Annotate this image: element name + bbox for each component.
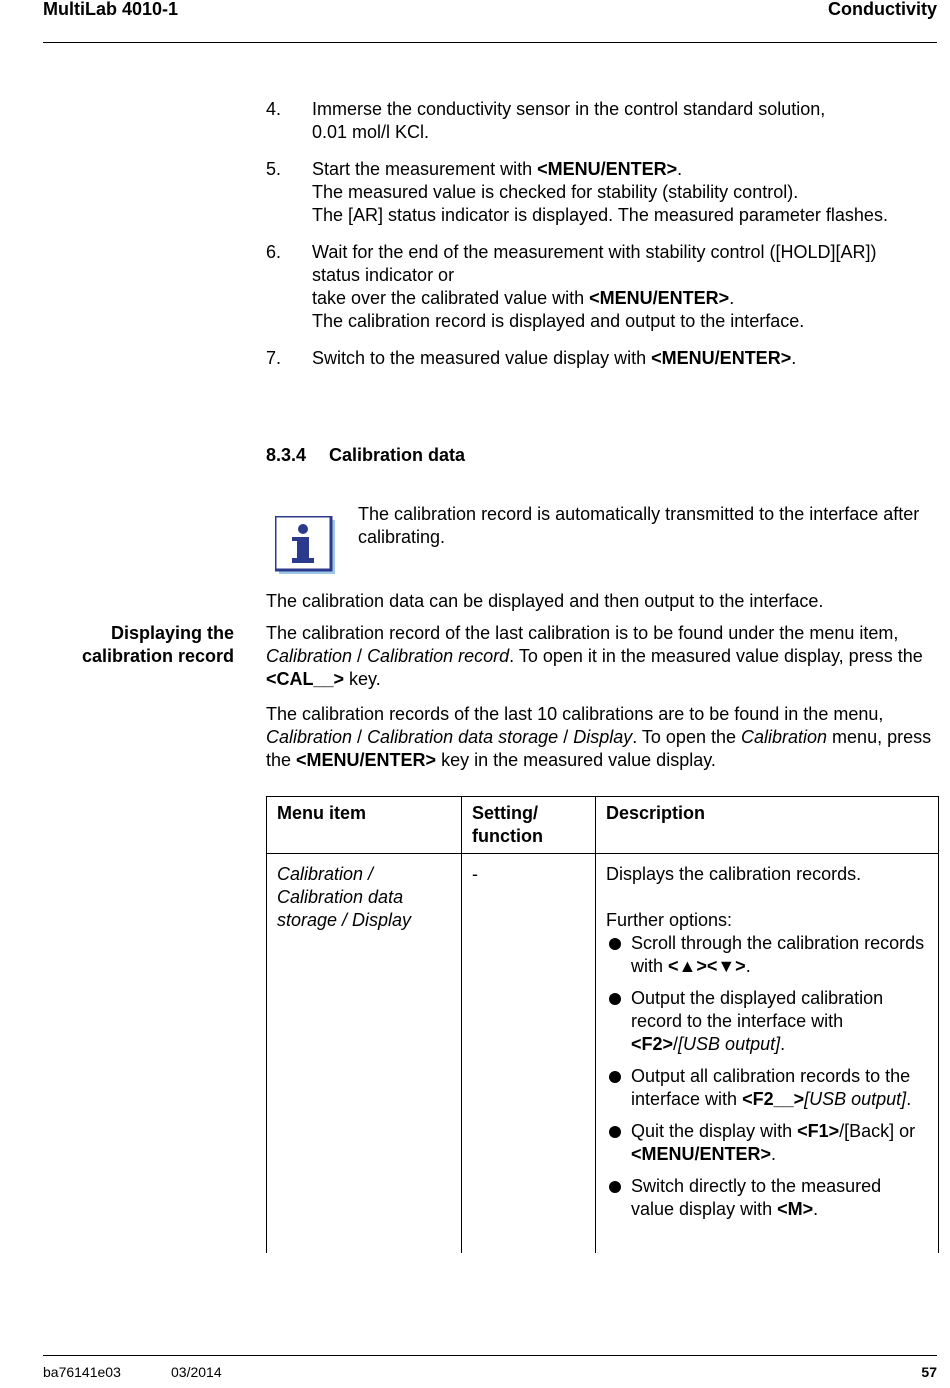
step-text: Immerse the conductivity sensor in the control standard solution, [312, 99, 826, 119]
step-text: The [AR] status indicator is displayed. The measured parameter flashes. [312, 205, 888, 225]
footer-date: 03/2014 [171, 1364, 222, 1380]
step-text: Start the measurement with [312, 159, 538, 179]
step-6: 6. Wait for the end of the measurement with stability control ([HOLD][AR]) status indicator or take over the calibrated value with <MENU/ENTER>. The calibration record is displayed and output to the interface. [266, 241, 936, 333]
paragraph-calibration-record: The calibration record of the last calibration is to be found under the menu item, Calibration / Calibration record. To open it in the measured value display, press the <CAL__> key. [266, 623, 923, 689]
bullet-icon [609, 993, 621, 1005]
header-rule [43, 42, 937, 43]
key-label: <MENU/ENTER> [537, 159, 678, 179]
step-5: 5. Start the measurement with <MENU/ENTER>. The measured value is checked for stability (stability control). The [AR] status indicator is displayed. The measured parameter flashes. [266, 158, 936, 227]
column-header: Setting/ function [462, 797, 596, 854]
list-item: Quit the display with <F1>/[Back] or <MENU/ENTER>. [606, 1120, 928, 1166]
list-item: Scroll through the calibration records with <▲><▼>. [606, 932, 928, 978]
step-7: 7. Switch to the measured value display with <MENU/ENTER>. [266, 348, 797, 368]
intro-text: The calibration data can be displayed and then output to the interface. [266, 591, 824, 611]
step-4 [266, 98, 936, 144]
step-text: The calibration record is displayed and output to the interface. [312, 311, 805, 331]
step-text: The measured value is checked for stability (stability control). [312, 182, 799, 202]
bullet-icon [609, 938, 621, 950]
key-label: <CAL__> [266, 669, 345, 689]
key-label: <F2__> [742, 1089, 805, 1109]
section-number: 8.3.4 [266, 445, 307, 465]
footer-doc-id: ba76141e03 [43, 1364, 121, 1380]
step-text: take over the calibrated value with [312, 288, 590, 308]
list-item: Switch directly to the measured value display with <M>. [606, 1175, 928, 1221]
section-title: Calibration data [329, 445, 466, 465]
paragraph-calibration-storage: The calibration records of the last 10 calibrations are to be found in the menu, Calibration / Calibration data storage / Display. To open the Calibration menu, press the <MENU/ENTER> key in the measured value display. [266, 704, 932, 770]
info-icon [275, 516, 335, 574]
table-row [267, 854, 939, 1254]
menu-table [266, 796, 939, 1253]
page-number: 57 [921, 1364, 937, 1380]
key-label: <M> [777, 1199, 814, 1219]
list-item: Output the displayed calibration record to the interface with <F2>/[USB output]. [606, 987, 928, 1056]
bullet-icon [609, 1126, 621, 1138]
margin-label: Displaying the calibration record [81, 623, 234, 666]
description-cell: Displays the calibration records. Further options: Scroll through the calibration records with <▲><▼>. Output the displayed calibration record to the interface with <F2>/[USB output]. Output all calibration records to the interface with <F2__>[USB output]. Quit the display with <F1>/[Back] or <MENU/ENTER>. Switch directly to the measured value display with <M>. [596, 854, 939, 1254]
step-text: Switch to the measured value display with [312, 348, 652, 368]
key-label: <F2> [631, 1034, 674, 1054]
table-header-row [267, 797, 939, 854]
steps-list [266, 98, 936, 384]
key-label: <F1> [797, 1121, 840, 1141]
step-text: Wait for the end of the measurement with stability control ([HOLD][AR]) [312, 242, 877, 262]
header-title: MultiLab 4010-1 [43, 0, 179, 19]
column-header: Description [596, 797, 939, 854]
step-text: status indicator or [312, 265, 455, 285]
column-header: Menu item [267, 797, 462, 854]
key-label: <MENU/ENTER> [631, 1144, 772, 1164]
key-label: <▲><▼> [668, 956, 746, 976]
menu-item-cell: Calibration / Calibration data storage / Display [267, 854, 462, 1254]
setting-cell: - [462, 854, 596, 1254]
step-number: 4. [266, 99, 282, 119]
key-label: <MENU/ENTER> [296, 750, 437, 770]
section-heading [266, 444, 465, 467]
key-label: <MENU/ENTER> [589, 288, 730, 308]
step-number: 6. [266, 242, 282, 262]
header-chapter: Conductivity [827, 0, 937, 19]
footer-rule [43, 1355, 937, 1356]
info-note: The calibration record is automatically transmitted to the interface after calibrating. [358, 504, 920, 547]
key-label: <MENU/ENTER> [651, 348, 792, 368]
step-text: 0.01 mol/l KCl. [312, 122, 430, 142]
step-number: 7. [266, 348, 282, 368]
step-number: 5. [266, 159, 282, 179]
list-item: Output all calibration records to the interface with <F2__>[USB output]. [606, 1065, 928, 1111]
bullet-icon [609, 1181, 621, 1193]
bullet-icon [609, 1071, 621, 1083]
